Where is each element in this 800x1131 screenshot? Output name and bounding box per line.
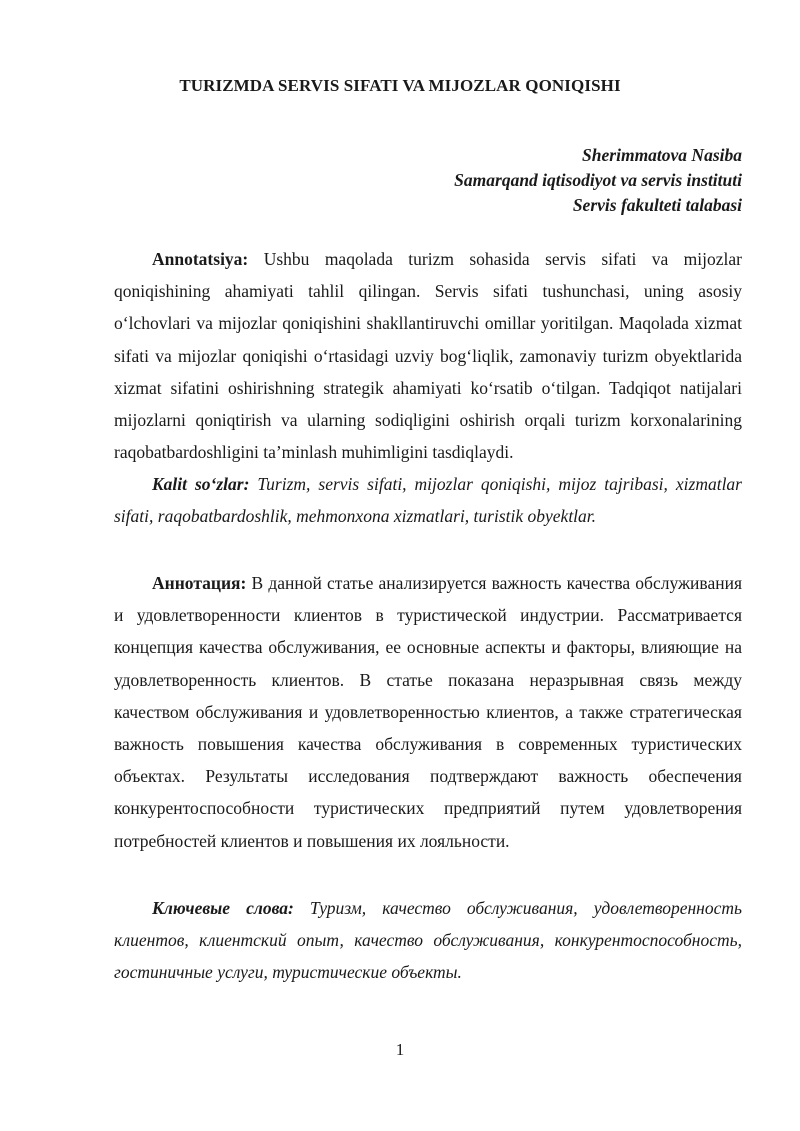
author-block <box>282 143 742 218</box>
author-institution: Samarqand iqtisodiyot va servis instituti <box>454 170 742 190</box>
author-faculty: Servis fakulteti talabasi <box>572 195 742 215</box>
keywords-ru-text: Туризм, качество обслуживания, удовлетворенность клиентов, клиентский опыт, качество обслуживания, конкурентоспособность, гостиничные услуги, туристические объекты. <box>114 898 742 983</box>
paper-title: TURIZMDA SERVIS SIFATI VA MIJOZLAR QONIQISHI <box>179 76 621 95</box>
keywords-ru <box>114 892 742 989</box>
author-name: Sherimmatova Nasiba <box>582 145 742 165</box>
page-number: 1 <box>395 1040 405 1059</box>
abstract-ru-text: В данной статье анализируется важность качества обслуживания и удовлетворенности клиентов в туристической индустрии. Рассматривается концепция качества обслуживания, ее основные аспекты и факторы, влияющие на удовлетворенность клиентов. В статье показана неразрывная связь между качеством обслуживания и удовлетворенностью клиентов, а также стратегическая важность повышения качества обслуживания в современных туристических объектах. Результаты исследования подтверждают важность обеспечения конкурентоспособности туристических предприятий путем удовлетворения потребностей клиентов и повышения их лояльности. <box>114 573 742 851</box>
abstract-uz-text: Ushbu maqolada turizm sohasida servis sifati va mijozlar qoniqishining ahamiyati tahlil qilingan. Servis sifati tushunchasi, uning asosiy o‘lchovlari va mijozlar qoniqishini shakllantiruvchi omillar yoritilgan. Maqolada xizmat sifati va mijozlar qoniqishi o‘rtasidagi uzviy bog‘liqlik, zamonaviy turizm obyektlarida xizmat sifatini oshirishning strategik ahamiyati ko‘rsatib o‘tilgan. Tadqiqot natijalari mijozlarni qoniqtirish va ularning sodiqligini oshirish orqali turizm korxonalarining raqobatbardoshligini ta’minlash muhimligini tasdiqlaydi. <box>114 249 742 463</box>
keywords-ru-label: Ключевые слова: <box>152 898 294 918</box>
keywords-uz-text: Turizm, servis sifati, mijozlar qoniqishi, mijoz tajribasi, xizmatlar sifati, raqobatbardoshlik, mehmonxona xizmatlari, turistik obyektlar. <box>114 474 742 527</box>
abstract-uz-label: Annotatsiya: <box>152 249 249 269</box>
abstract-ru <box>114 567 742 857</box>
keywords-uz-label: Kalit so‘zlar: <box>152 474 250 494</box>
abstract-ru-label: Аннотация: <box>152 573 247 593</box>
keywords-uz <box>114 468 742 532</box>
abstract-uz <box>114 243 742 468</box>
